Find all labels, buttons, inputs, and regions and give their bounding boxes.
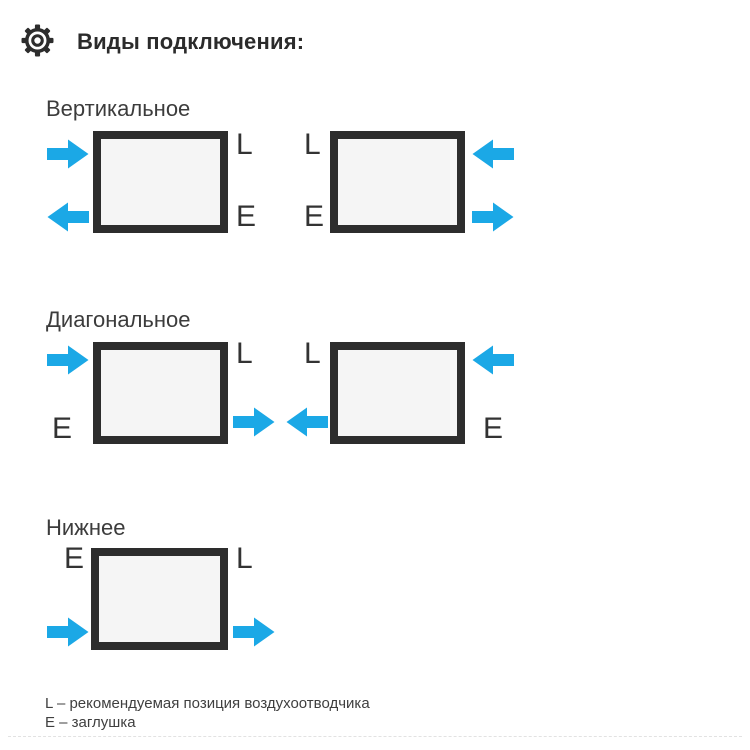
dashed-divider — [8, 736, 742, 737]
arrow-right-icon — [47, 345, 89, 375]
vent-label: L — [304, 128, 321, 161]
radiator-rect — [91, 548, 228, 650]
vent-label: L — [236, 128, 253, 161]
plug-label: E — [304, 200, 325, 233]
section-title-bottom: Нижнее — [46, 515, 126, 540]
arrow-right-icon — [47, 139, 89, 169]
arrow-left-icon — [472, 345, 514, 375]
arrow-right-icon — [233, 407, 275, 437]
plug-label: E — [52, 412, 73, 445]
plug-label: E — [236, 200, 257, 233]
arrow-right-icon — [472, 202, 514, 232]
legend-line-vent: L – рекомендуемая позиция воздухоотводчика — [45, 695, 370, 712]
radiator-rect — [93, 342, 228, 444]
arrow-left-icon — [47, 202, 89, 232]
legend-line-plug: E – заглушка — [45, 714, 136, 731]
vent-label: L — [236, 337, 253, 370]
section-title-vertical: Вертикальное — [46, 96, 191, 121]
radiator-rect — [93, 131, 228, 233]
arrow-left-icon — [472, 139, 514, 169]
page-title: Виды подключения: — [77, 29, 305, 54]
plug-label: E — [64, 542, 85, 575]
arrow-right-icon — [233, 617, 275, 647]
plug-label: E — [483, 412, 504, 445]
vent-label: L — [304, 337, 321, 370]
gear-icon — [21, 24, 54, 57]
radiator-rect — [330, 131, 465, 233]
arrow-left-icon — [286, 407, 328, 437]
arrow-right-icon — [47, 617, 89, 647]
vent-label: L — [236, 542, 253, 575]
radiator-rect — [330, 342, 465, 444]
section-title-diagonal: Диагональное — [46, 307, 191, 332]
